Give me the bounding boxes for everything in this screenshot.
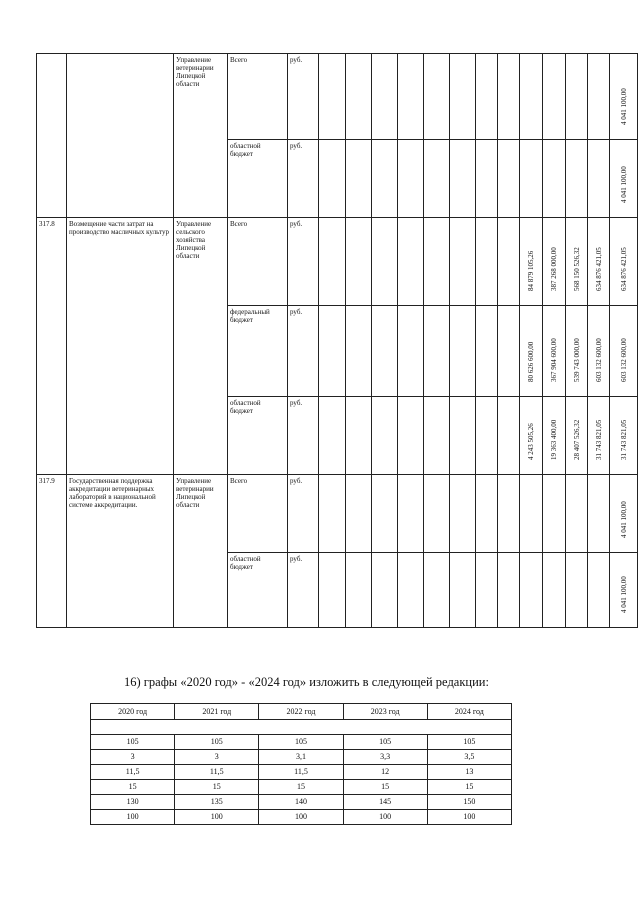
cell-value bbox=[424, 140, 450, 218]
cell-value bbox=[424, 553, 450, 628]
cell-value bbox=[520, 475, 543, 553]
cell-value bbox=[476, 475, 498, 553]
year-header: 2024 год bbox=[427, 704, 511, 720]
year-value: 105 bbox=[175, 735, 259, 750]
cell-value bbox=[398, 218, 424, 306]
blank-cell bbox=[91, 720, 512, 735]
cell-value bbox=[450, 54, 476, 140]
cell-value bbox=[398, 553, 424, 628]
cell-value bbox=[543, 553, 566, 628]
cell-value bbox=[346, 475, 372, 553]
year-value: 13 bbox=[427, 765, 511, 780]
cell-value bbox=[346, 397, 372, 475]
year-value: 100 bbox=[343, 810, 427, 825]
cell-code: 317.9 bbox=[37, 475, 67, 628]
cell-value bbox=[424, 397, 450, 475]
year-value: 11,5 bbox=[259, 765, 343, 780]
table-row bbox=[91, 810, 512, 825]
value-text: 634 876 421,05 bbox=[619, 247, 628, 291]
cell-value bbox=[398, 54, 424, 140]
cell-value bbox=[372, 475, 398, 553]
amendment-heading: 16) графы «2020 год» - «2024 год» изложить в следующей редакции: bbox=[124, 675, 489, 689]
cell-value bbox=[398, 140, 424, 218]
cell-value bbox=[610, 553, 638, 628]
table-row bbox=[37, 475, 638, 553]
cell-source: Всего bbox=[228, 54, 288, 140]
cell-value bbox=[319, 475, 346, 553]
cell-source: областной бюджет bbox=[228, 140, 288, 218]
value-text: 634 876 421,05 bbox=[594, 247, 603, 291]
value-text: 4 041 100,00 bbox=[619, 166, 628, 203]
cell-value bbox=[543, 397, 566, 475]
value-text: 4 041 100,00 bbox=[619, 576, 628, 613]
cell-value bbox=[588, 218, 610, 306]
table-row bbox=[91, 795, 512, 810]
cell-name bbox=[67, 54, 174, 218]
cell-value bbox=[566, 140, 588, 218]
year-value: 15 bbox=[343, 780, 427, 795]
cell-unit: руб. bbox=[288, 218, 319, 306]
year-value: 105 bbox=[91, 735, 175, 750]
cell-value bbox=[372, 218, 398, 306]
value-text: 603 132 600,00 bbox=[619, 338, 628, 382]
cell-value bbox=[498, 397, 520, 475]
cell-value bbox=[610, 475, 638, 553]
cell-value bbox=[476, 553, 498, 628]
cell-value bbox=[346, 553, 372, 628]
table-row bbox=[91, 765, 512, 780]
year-header: 2021 год bbox=[175, 704, 259, 720]
cell-unit: руб. bbox=[288, 553, 319, 628]
cell-value bbox=[319, 54, 346, 140]
cell-value bbox=[319, 397, 346, 475]
year-value: 3,1 bbox=[259, 750, 343, 765]
cell-value bbox=[520, 218, 543, 306]
table-row bbox=[37, 54, 638, 140]
cell-value bbox=[543, 54, 566, 140]
value-text: 84 879 105,26 bbox=[527, 250, 535, 291]
cell-value bbox=[610, 140, 638, 218]
cell-value bbox=[424, 475, 450, 553]
year-value: 100 bbox=[91, 810, 175, 825]
cell-value bbox=[543, 306, 566, 397]
cell-source: Всего bbox=[228, 475, 288, 553]
cell-value bbox=[566, 553, 588, 628]
cell-value bbox=[319, 140, 346, 218]
cell-source: областной бюджет bbox=[228, 397, 288, 475]
year-value: 3 bbox=[91, 750, 175, 765]
value-text: 4 041 100,00 bbox=[619, 88, 628, 125]
value-text: 387 268 000,00 bbox=[550, 247, 558, 291]
cell-value bbox=[520, 553, 543, 628]
cell-value bbox=[398, 475, 424, 553]
cell-value bbox=[450, 397, 476, 475]
cell-value bbox=[424, 218, 450, 306]
cell-value bbox=[319, 553, 346, 628]
cell-value bbox=[520, 397, 543, 475]
cell-value bbox=[476, 140, 498, 218]
value-text: 568 150 526,32 bbox=[572, 247, 581, 291]
value-text: 367 904 600,00 bbox=[550, 338, 558, 382]
year-value: 3,3 bbox=[343, 750, 427, 765]
cell-code bbox=[37, 54, 67, 218]
cell-value bbox=[476, 306, 498, 397]
cell-value bbox=[319, 218, 346, 306]
cell-value bbox=[566, 54, 588, 140]
cell-value bbox=[424, 54, 450, 140]
cell-value bbox=[450, 553, 476, 628]
cell-value bbox=[372, 306, 398, 397]
cell-value bbox=[543, 140, 566, 218]
cell-value bbox=[610, 397, 638, 475]
cell-value bbox=[450, 306, 476, 397]
cell-value bbox=[476, 397, 498, 475]
year-value: 100 bbox=[427, 810, 511, 825]
cell-name: Возмещение части затрат на производство масличных культур bbox=[67, 218, 174, 475]
cell-value bbox=[566, 306, 588, 397]
cell-value bbox=[498, 553, 520, 628]
cell-value bbox=[566, 397, 588, 475]
cell-value bbox=[346, 218, 372, 306]
cell-value bbox=[372, 54, 398, 140]
cell-value bbox=[520, 54, 543, 140]
cell-value bbox=[520, 140, 543, 218]
year-value: 140 bbox=[259, 795, 343, 810]
years-header-row bbox=[91, 704, 512, 720]
cell-executor: Управление ветеринарии Липецкой области bbox=[174, 475, 228, 628]
cell-value bbox=[424, 306, 450, 397]
cell-value bbox=[372, 140, 398, 218]
cell-name: Государственная поддержка аккредитации ветеринарных лабораторий в национальной системе аккредитации. bbox=[67, 475, 174, 628]
cell-value bbox=[476, 218, 498, 306]
year-value: 135 bbox=[175, 795, 259, 810]
cell-value bbox=[588, 54, 610, 140]
year-header: 2022 год bbox=[259, 704, 343, 720]
blank-row bbox=[91, 720, 512, 735]
cell-value bbox=[398, 306, 424, 397]
cell-value bbox=[610, 218, 638, 306]
cell-unit: руб. bbox=[288, 54, 319, 140]
cell-value bbox=[319, 306, 346, 397]
cell-unit: руб. bbox=[288, 397, 319, 475]
value-text: 4 041 100,00 bbox=[619, 501, 628, 538]
year-value: 100 bbox=[175, 810, 259, 825]
cell-value bbox=[543, 218, 566, 306]
table-row bbox=[91, 780, 512, 795]
cell-value bbox=[610, 306, 638, 397]
year-value: 105 bbox=[343, 735, 427, 750]
year-value: 3,5 bbox=[427, 750, 511, 765]
cell-value bbox=[588, 475, 610, 553]
cell-value bbox=[450, 218, 476, 306]
cell-executor: Управление сельского хозяйства Липецкой области bbox=[174, 218, 228, 475]
cell-unit: руб. bbox=[288, 475, 319, 553]
year-value: 11,5 bbox=[91, 765, 175, 780]
year-value: 105 bbox=[259, 735, 343, 750]
cell-value bbox=[476, 54, 498, 140]
cell-value bbox=[588, 306, 610, 397]
year-value: 11,5 bbox=[175, 765, 259, 780]
table-row bbox=[37, 218, 638, 306]
year-value: 130 bbox=[91, 795, 175, 810]
year-value: 15 bbox=[427, 780, 511, 795]
cell-value bbox=[588, 397, 610, 475]
cell-value bbox=[346, 140, 372, 218]
cell-value bbox=[566, 218, 588, 306]
value-text: 539 743 000,00 bbox=[572, 338, 581, 382]
cell-value bbox=[372, 397, 398, 475]
cell-source: федеральный бюджет bbox=[228, 306, 288, 397]
cell-value bbox=[450, 140, 476, 218]
cell-value bbox=[610, 54, 638, 140]
cell-value bbox=[498, 306, 520, 397]
cell-value bbox=[498, 54, 520, 140]
cell-value bbox=[450, 475, 476, 553]
year-header: 2020 год bbox=[91, 704, 175, 720]
cell-value bbox=[588, 553, 610, 628]
year-header: 2023 год bbox=[343, 704, 427, 720]
cell-value bbox=[346, 306, 372, 397]
table-row bbox=[91, 735, 512, 750]
cell-source: областной бюджет bbox=[228, 553, 288, 628]
year-value: 100 bbox=[259, 810, 343, 825]
year-value: 15 bbox=[259, 780, 343, 795]
cell-value bbox=[498, 140, 520, 218]
value-text: 19 363 400,00 bbox=[550, 419, 558, 460]
years-table bbox=[90, 703, 512, 825]
value-text: 31 743 821,05 bbox=[619, 419, 628, 460]
value-text: 31 743 821,05 bbox=[594, 419, 603, 460]
value-text: 4 243 505,26 bbox=[527, 423, 535, 460]
cell-value bbox=[543, 475, 566, 553]
year-value: 15 bbox=[91, 780, 175, 795]
cell-value bbox=[498, 218, 520, 306]
cell-unit: руб. bbox=[288, 306, 319, 397]
year-value: 12 bbox=[343, 765, 427, 780]
cell-value bbox=[346, 54, 372, 140]
value-text: 80 626 600,00 bbox=[527, 341, 535, 382]
cell-code: 317.8 bbox=[37, 218, 67, 475]
year-value: 105 bbox=[427, 735, 511, 750]
cell-value bbox=[498, 475, 520, 553]
table-row bbox=[91, 750, 512, 765]
cell-source: Всего bbox=[228, 218, 288, 306]
cell-executor: Управление ветеринарии Липецкой области bbox=[174, 54, 228, 218]
year-value: 3 bbox=[175, 750, 259, 765]
year-value: 15 bbox=[175, 780, 259, 795]
cell-value bbox=[520, 306, 543, 397]
program-funding-table bbox=[36, 53, 638, 628]
year-value: 145 bbox=[343, 795, 427, 810]
value-text: 28 407 526,32 bbox=[572, 419, 581, 460]
cell-unit: руб. bbox=[288, 140, 319, 218]
year-value: 150 bbox=[427, 795, 511, 810]
cell-value bbox=[588, 140, 610, 218]
value-text: 603 132 600,00 bbox=[594, 338, 603, 382]
cell-value bbox=[566, 475, 588, 553]
cell-value bbox=[398, 397, 424, 475]
cell-value bbox=[372, 553, 398, 628]
